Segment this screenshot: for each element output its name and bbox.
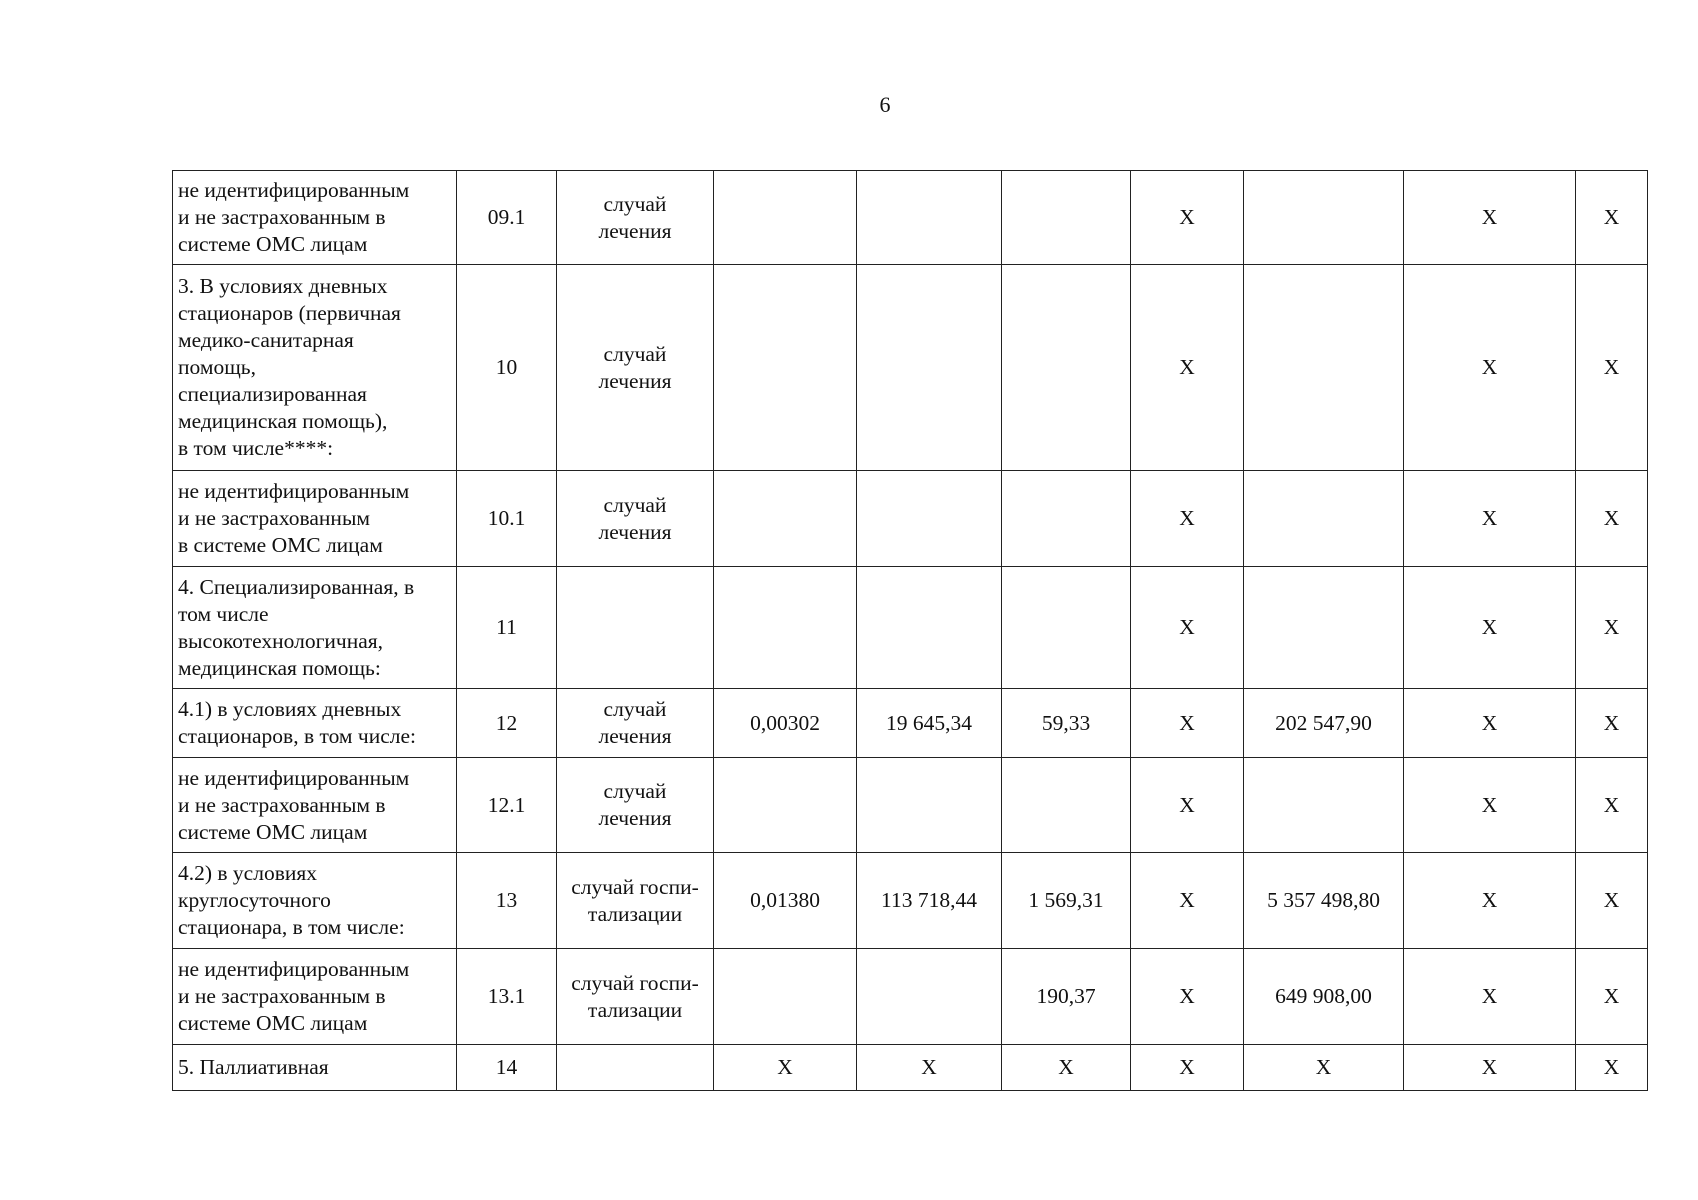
value-cell-5-text: 649 908,00 bbox=[1275, 984, 1372, 1008]
row-label-cell bbox=[173, 689, 457, 758]
value-cell-4-text: X bbox=[1179, 888, 1195, 912]
row-unit-cell bbox=[557, 265, 714, 471]
row-code-cell bbox=[457, 758, 557, 853]
row-label-cell bbox=[173, 1045, 457, 1091]
value-cell-4 bbox=[1131, 689, 1244, 758]
row-label-cell bbox=[173, 471, 457, 567]
row-label-cell-text: 4.2) в условиях круглосуточного стационара, в том числе: bbox=[178, 861, 405, 939]
value-cell-2-text: 113 718,44 bbox=[881, 888, 977, 912]
value-cell-6 bbox=[1404, 1045, 1576, 1091]
value-cell-7 bbox=[1576, 471, 1648, 567]
value-cell-7 bbox=[1576, 1045, 1648, 1091]
value-cell-6 bbox=[1404, 853, 1576, 949]
value-cell-6-text: X bbox=[1481, 355, 1498, 379]
value-cell-5 bbox=[1244, 265, 1404, 471]
value-cell-3-text: X bbox=[1058, 1055, 1074, 1079]
value-cell-3 bbox=[1002, 1045, 1131, 1091]
value-cell-6 bbox=[1404, 689, 1576, 758]
value-cell-2 bbox=[857, 171, 1002, 265]
value-cell-3-text: 1 569,31 bbox=[1028, 888, 1104, 912]
value-cell-5 bbox=[1244, 853, 1404, 949]
value-cell-3 bbox=[1002, 171, 1131, 265]
row-label-cell-text: 4.1) в условиях дневных стационаров, в том числе: bbox=[178, 697, 417, 748]
value-cell-6 bbox=[1404, 758, 1576, 853]
value-cell-2-text: X bbox=[921, 1055, 937, 1079]
value-cell-3 bbox=[1002, 689, 1131, 758]
value-cell-3 bbox=[1002, 567, 1131, 689]
row-label-cell-text: 5. Паллиативная bbox=[178, 1055, 329, 1079]
value-cell-4-text: X bbox=[1179, 710, 1195, 735]
value-cell-5 bbox=[1244, 689, 1404, 758]
value-cell-5 bbox=[1244, 567, 1404, 689]
value-cell-1 bbox=[714, 689, 857, 758]
value-cell-1 bbox=[714, 758, 857, 853]
value-cell-4-text: X bbox=[1179, 1055, 1195, 1079]
row-unit-cell-text: случай лечения bbox=[598, 697, 672, 748]
row-code-cell-text: 10.1 bbox=[487, 506, 526, 530]
table-row bbox=[173, 171, 1648, 265]
value-cell-6 bbox=[1404, 265, 1576, 471]
row-code-cell-text: 12 bbox=[495, 710, 518, 735]
value-cell-4 bbox=[1131, 265, 1244, 471]
row-label-cell-text: не идентифицированным и не застрахованным в системе ОМС лицам bbox=[178, 479, 410, 557]
table-row bbox=[173, 689, 1648, 758]
row-code-cell bbox=[457, 471, 557, 567]
value-cell-7 bbox=[1576, 949, 1648, 1045]
value-cell-7 bbox=[1576, 265, 1648, 471]
value-cell-4 bbox=[1131, 853, 1244, 949]
value-cell-3 bbox=[1002, 853, 1131, 949]
value-cell-5 bbox=[1244, 949, 1404, 1045]
value-cell-1 bbox=[714, 853, 857, 949]
row-label-cell bbox=[173, 853, 457, 949]
row-label-cell-text: не идентифицированным и не застрахованным в системе ОМС лицам bbox=[178, 957, 410, 1035]
value-cell-6-text: X bbox=[1481, 984, 1498, 1008]
value-cell-7 bbox=[1576, 567, 1648, 689]
value-cell-3-text: 190,37 bbox=[1036, 984, 1096, 1008]
tariff-table bbox=[172, 170, 1648, 1091]
table-row bbox=[173, 471, 1648, 567]
value-cell-5-text: X bbox=[1315, 1055, 1332, 1079]
value-cell-4 bbox=[1131, 949, 1244, 1045]
page-number: 6 bbox=[879, 92, 891, 117]
row-unit-cell-text: случай лечения bbox=[598, 341, 672, 393]
value-cell-7-text: X bbox=[1603, 1055, 1620, 1079]
value-cell-4-text: X bbox=[1179, 506, 1195, 530]
value-cell-4-text: X bbox=[1179, 984, 1195, 1008]
value-cell-5 bbox=[1244, 758, 1404, 853]
table-body bbox=[173, 171, 1648, 1091]
row-code-cell-text: 11 bbox=[496, 615, 517, 639]
row-label-cell bbox=[173, 758, 457, 853]
value-cell-4-text: X bbox=[1179, 792, 1195, 817]
value-cell-4-text: X bbox=[1179, 615, 1195, 639]
row-code-cell-text: 10 bbox=[495, 355, 518, 379]
value-cell-7 bbox=[1576, 853, 1648, 949]
row-unit-cell-text: случай госпи- тализации bbox=[571, 970, 699, 1022]
row-code-cell-text: 13 bbox=[495, 888, 518, 912]
value-cell-7-text: X bbox=[1603, 710, 1620, 735]
row-label-cell-text: 3. В условиях дневных стационаров (первичная медико-санитарная помощь, специализированная медицинская помощь), в том числе****: bbox=[178, 274, 401, 460]
table-row bbox=[173, 567, 1648, 689]
row-unit-cell bbox=[557, 1045, 714, 1091]
row-code-cell bbox=[457, 853, 557, 949]
table-row bbox=[173, 265, 1648, 471]
value-cell-6-text: X bbox=[1481, 205, 1498, 229]
value-cell-3 bbox=[1002, 949, 1131, 1045]
value-cell-1 bbox=[714, 471, 857, 567]
row-code-cell bbox=[457, 567, 557, 689]
row-code-cell bbox=[457, 1045, 557, 1091]
value-cell-5 bbox=[1244, 471, 1404, 567]
value-cell-2 bbox=[857, 471, 1002, 567]
row-code-cell-text: 09.1 bbox=[487, 205, 526, 229]
row-label-cell bbox=[173, 567, 457, 689]
row-unit-cell bbox=[557, 567, 714, 689]
row-code-cell-text: 14 bbox=[495, 1055, 518, 1079]
value-cell-6-text: X bbox=[1481, 615, 1498, 639]
table-row bbox=[173, 949, 1648, 1045]
value-cell-1 bbox=[714, 1045, 857, 1091]
value-cell-5 bbox=[1244, 1045, 1404, 1091]
value-cell-1 bbox=[714, 567, 857, 689]
value-cell-7 bbox=[1576, 689, 1648, 758]
value-cell-4 bbox=[1131, 567, 1244, 689]
value-cell-2 bbox=[857, 1045, 1002, 1091]
value-cell-1-text: 0,00302 bbox=[750, 710, 820, 735]
value-cell-3 bbox=[1002, 265, 1131, 471]
table-row bbox=[173, 1045, 1648, 1091]
row-unit-cell bbox=[557, 471, 714, 567]
value-cell-7 bbox=[1576, 171, 1648, 265]
row-label-cell-text: не идентифицированным и не застрахованным в системе ОМС лицам bbox=[178, 765, 410, 844]
row-code-cell-text: 12.1 bbox=[487, 792, 526, 817]
value-cell-1 bbox=[714, 949, 857, 1045]
table-row bbox=[173, 853, 1648, 949]
row-unit-cell bbox=[557, 171, 714, 265]
value-cell-5-text: 5 357 498,80 bbox=[1267, 888, 1380, 912]
row-unit-cell-text: случай госпи- тализации bbox=[571, 874, 699, 926]
value-cell-4-text: X bbox=[1179, 205, 1195, 229]
value-cell-3 bbox=[1002, 758, 1131, 853]
row-unit-cell bbox=[557, 853, 714, 949]
row-code-cell bbox=[457, 265, 557, 471]
row-label-cell bbox=[173, 949, 457, 1045]
value-cell-7 bbox=[1576, 758, 1648, 853]
value-cell-5-text: 202 547,90 bbox=[1275, 710, 1372, 735]
value-cell-3 bbox=[1002, 471, 1131, 567]
value-cell-4-text: X bbox=[1179, 355, 1195, 379]
value-cell-6-text: X bbox=[1481, 1055, 1498, 1079]
value-cell-2 bbox=[857, 567, 1002, 689]
row-label-cell bbox=[173, 171, 457, 265]
value-cell-6 bbox=[1404, 171, 1576, 265]
value-cell-6-text: X bbox=[1481, 792, 1498, 817]
value-cell-6 bbox=[1404, 567, 1576, 689]
row-unit-cell bbox=[557, 949, 714, 1045]
value-cell-1-text: 0,01380 bbox=[750, 888, 820, 912]
row-unit-cell-text: случай лечения bbox=[598, 492, 672, 544]
row-label-cell bbox=[173, 265, 457, 471]
value-cell-6-text: X bbox=[1481, 710, 1498, 735]
value-cell-4 bbox=[1131, 171, 1244, 265]
value-cell-1-text: X bbox=[777, 1055, 793, 1079]
value-cell-7-text: X bbox=[1603, 355, 1620, 379]
value-cell-7-text: X bbox=[1603, 615, 1620, 639]
row-unit-cell bbox=[557, 758, 714, 853]
value-cell-6-text: X bbox=[1481, 888, 1498, 912]
row-unit-cell bbox=[557, 689, 714, 758]
row-label-cell-text: не идентифицированным и не застрахованным в системе ОМС лицам bbox=[178, 178, 410, 256]
row-code-cell bbox=[457, 689, 557, 758]
value-cell-1 bbox=[714, 265, 857, 471]
value-cell-4 bbox=[1131, 471, 1244, 567]
value-cell-3-text: 59,33 bbox=[1041, 710, 1091, 735]
value-cell-2 bbox=[857, 853, 1002, 949]
value-cell-2 bbox=[857, 265, 1002, 471]
value-cell-2 bbox=[857, 758, 1002, 853]
value-cell-6-text: X bbox=[1481, 506, 1498, 530]
value-cell-2 bbox=[857, 949, 1002, 1045]
row-unit-cell-text: случай лечения bbox=[598, 779, 672, 830]
value-cell-6 bbox=[1404, 471, 1576, 567]
value-cell-2-text: 19 645,34 bbox=[886, 710, 972, 735]
value-cell-4 bbox=[1131, 758, 1244, 853]
row-code-cell bbox=[457, 949, 557, 1045]
value-cell-7-text: X bbox=[1603, 984, 1620, 1008]
row-label-cell-text: 4. Специализированная, в том числе высокотехнологичная, медицинская помощь: bbox=[178, 574, 415, 680]
row-unit-cell-text: случай лечения bbox=[598, 191, 672, 243]
row-code-cell bbox=[457, 171, 557, 265]
value-cell-5 bbox=[1244, 171, 1404, 265]
value-cell-7-text: X bbox=[1603, 205, 1620, 229]
value-cell-7-text: X bbox=[1603, 506, 1620, 530]
value-cell-7-text: X bbox=[1603, 888, 1620, 912]
value-cell-7-text: X bbox=[1603, 792, 1620, 817]
value-cell-1 bbox=[714, 171, 857, 265]
table-row bbox=[173, 758, 1648, 853]
value-cell-2 bbox=[857, 689, 1002, 758]
value-cell-6 bbox=[1404, 949, 1576, 1045]
value-cell-4 bbox=[1131, 1045, 1244, 1091]
row-code-cell-text: 13.1 bbox=[487, 984, 526, 1008]
